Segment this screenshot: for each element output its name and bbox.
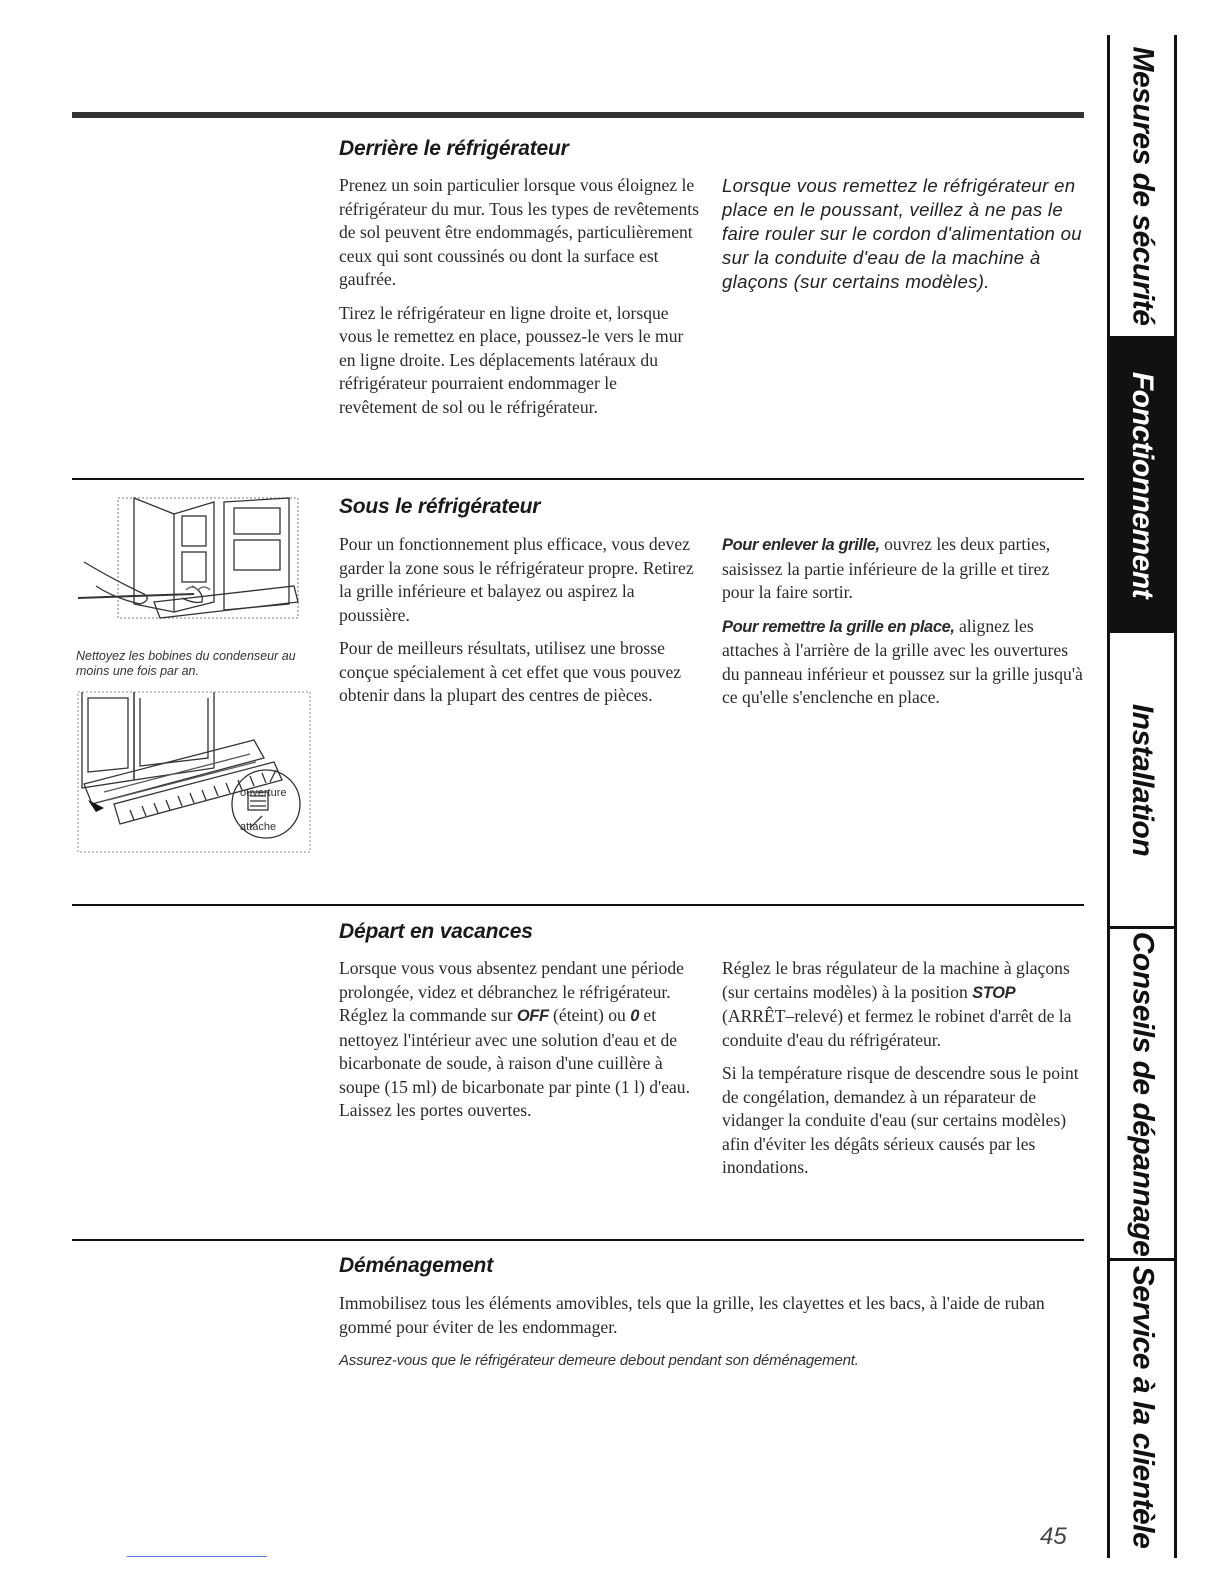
section-divider-2 <box>72 904 1084 906</box>
zero-setting: 0 <box>630 1007 639 1025</box>
label-clip: attache <box>240 821 277 833</box>
grille-removal-illustration <box>74 688 314 856</box>
tab-customer-service[interactable] <box>1110 1261 1174 1552</box>
under-left-column <box>339 533 701 718</box>
tab-safety[interactable] <box>1110 35 1174 339</box>
tab-installation-label: Installation <box>1126 703 1160 856</box>
section-divider-3 <box>72 1239 1084 1241</box>
section-tabs <box>1107 35 1177 1558</box>
remove-grille-text: ouvrez les deux parties, saisissez la partie inférieure de la grille et tirez pour la faire sortir. <box>722 534 1051 602</box>
vacation-text-c: et nettoyez l'intérieur avec une solution d'eau et de bicarbonate de soude, à raison d'une cuillère à soupe (15 ml) de bicarbonate par pinte (1 l) d'eau. Laissez les portes ouvertes. <box>339 1005 691 1120</box>
behind-paragraph-1: Prenez un soin particulier lorsque vous éloignez le réfrigérateur du mur. Tous les types de revêtements de sol peuvent être endommagés, particulièrement ceux qui sont coussinés ou dont la surface est gaufrée. <box>339 175 699 289</box>
under-right-column <box>722 533 1084 720</box>
off-setting: OFF <box>516 1007 549 1025</box>
under-paragraph-1: Pour un fonctionnement plus efficace, vous devez garder la zone sous le réfrigérateur propre. Retirez la grille inférieure et balayez ou aspirez la poussière. <box>339 534 694 625</box>
behind-paragraph-2: Tirez le réfrigérateur en ligne droite et, lorsque vous le remettez en place, poussez-le vers le mur en ligne droite. Les déplacements latéraux du réfrigérateur pourraient endommager le revêtement de sol ou le réfrigérateur. <box>339 302 684 417</box>
moving-body: Immobilisez tous les éléments amovibles, tels que la grille, les clayettes et les bacs, à l'aide de ruban gommé pour éviter de les endommager. <box>339 1293 1045 1337</box>
heading-behind: Derrière le réfrigérateur <box>339 137 569 160</box>
tab-troubleshooting-label: Conseils de dépannage <box>1126 931 1159 1256</box>
top-rule <box>72 112 1084 118</box>
vacation-right-column <box>722 957 1084 1190</box>
behind-left-column <box>339 174 699 429</box>
heading-under: Sous le réfrigérateur <box>339 495 541 518</box>
tab-troubleshooting[interactable] <box>1110 929 1174 1261</box>
label-opening: ouverture <box>240 787 287 799</box>
vacation-text-a: Lorsque vous vous absentez pendant une période prolongée, videz et débranchez le réfrigérateur. Réglez la commande sur <box>339 958 684 1025</box>
behind-warning: Lorsque vous remettez le réfrigérateur en place en le poussant, veillez à ne pas le faire rouler sur le cordon d'alimentation ou sur la conduite d'eau de la machine à glaçons (sur certains modèles). <box>722 175 1082 292</box>
replace-grille-lead: Pour remettre la grille en place, <box>722 617 955 636</box>
section-divider-1 <box>72 478 1084 480</box>
vacation-paragraph-1 <box>339 957 701 1123</box>
heading-moving: Déménagement <box>339 1254 493 1277</box>
tab-safety-label: Mesures de sécurité <box>1126 46 1160 325</box>
heading-vacation: Départ en vacances <box>339 920 533 943</box>
condenser-caption: Nettoyez les bobines du condenseur au moins une fois par an. <box>76 649 296 678</box>
tab-customer-service-label: Service à la clientèle <box>1126 1265 1159 1548</box>
replace-grille-text: alignez les attaches à l'arrière de la grille avec les ouvertures du panneau inférieur et poussez sur la grille jusqu'à ce qu'elle s'enclenche en place. <box>722 615 1083 707</box>
remove-grille-lead: Pour enlever la grille, <box>722 536 880 554</box>
vacation-paragraph-2 <box>722 957 1084 1052</box>
remove-grille-paragraph <box>722 533 1084 605</box>
stop-position: STOP <box>972 983 1016 1002</box>
vacation-right-text-a: Réglez le bras régulateur de la machine à glaçons (sur certains modèles) à la position <box>722 958 1070 1002</box>
moving-note: Assurez-vous que le réfrigérateur demeure debout pendant son déménagement. <box>339 1352 859 1369</box>
under-paragraph-2: Pour de meilleurs résultats, utilisez une brosse conçue spécialement à cet effet que vous pouvez obtenir dans la plupart des centres de pièces. <box>339 638 682 705</box>
page-number: 45 <box>1040 1523 1067 1550</box>
condenser-cleaning-illustration <box>74 494 314 642</box>
vacation-text-b: (éteint) ou <box>548 1005 631 1025</box>
tab-installation[interactable] <box>1110 633 1174 929</box>
replace-grille-paragraph <box>722 615 1084 710</box>
tab-operation-label: Fonctionnement <box>1126 371 1160 598</box>
tab-operation[interactable] <box>1110 339 1174 633</box>
vacation-paragraph-3: Si la température risque de descendre sous le point de congélation, demandez à un réparateur de vidanger la conduite d'eau (sur certains modèles) afin d'éviter les dégâts sérieux causés par les inondations. <box>722 1063 1079 1177</box>
vacation-right-text-b: (ARRÊT–relevé) et fermez le robinet d'arrêt de la conduite d'eau du réfrigérateur. <box>722 1006 1072 1050</box>
vacation-left-column <box>339 957 701 1133</box>
bottom-link-line <box>127 1556 267 1557</box>
